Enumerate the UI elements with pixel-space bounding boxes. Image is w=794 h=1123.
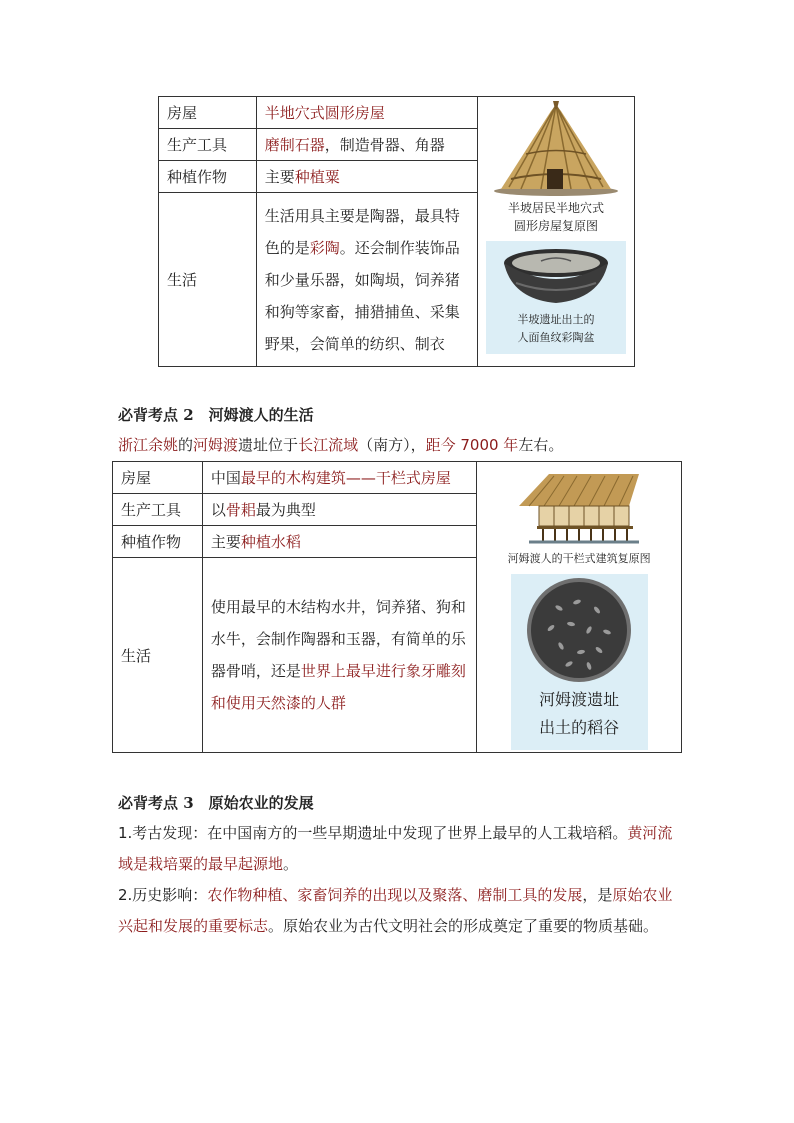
hemudu-table (112, 461, 682, 753)
table2-image-cell (477, 462, 682, 753)
section3-paragraph-2: 2.历史影响：农作物种植、家畜饲养的出现以及聚落、磨制工具的发展，是原始农业兴起和发展的重要标志。原始农业为古代文明社会的形成奠定了重要的物质基础。 (118, 886, 673, 935)
table1-crop-value: 主要种植粟 (256, 161, 477, 193)
stilt-house-illustration (509, 466, 649, 546)
table2-tools-value: 以骨耜最为典型 (202, 494, 476, 526)
table2-house-label: 房屋 (113, 462, 203, 494)
table1-tools-label: 生产工具 (159, 129, 257, 161)
table2-crop-label: 种植作物 (113, 526, 203, 558)
stilt-house-caption: 河姆渡人的干栏式建筑复原图 (507, 552, 651, 565)
section2-intro: 浙江余姚的河姆渡遗址位于长江流域（南方），距今 7000 年左右。 (118, 436, 564, 454)
table2-life-value: 使用最早的木结构水井，饲养猪、狗和水牛，会制作陶器和玉器，有简单的乐器骨哨，还是世界上最早进行象牙雕刻和使用天然漆的人群 (202, 558, 476, 753)
table1-house-value: 半地穴式圆形房屋 (256, 97, 477, 129)
section3-title: 必背考点 3 原始农业的发展 (118, 794, 314, 812)
basin-image-panel: 半坡遗址出土的 人面鱼纹彩陶盆 (486, 241, 626, 354)
section3-paragraph-1: 1.考古发现：在中国南方的一些早期遗址中发现了世界上最早的人工栽培稻。黄河流域是栽培粟的最早起源地。 (118, 824, 673, 873)
table1-life-value: 生活用具主要是陶器，最具特色的是彩陶。还会制作装饰品和少量乐器，如陶埙，饲养猪和狗等家畜，捕猎捕鱼、采集野果，会简单的纺织、制衣 (256, 193, 477, 367)
table1-life-label: 生活 (159, 193, 257, 367)
table2-life-label: 生活 (113, 558, 203, 753)
table1-tools-value: 磨制石器，制造骨器、角器 (256, 129, 477, 161)
rice-image-panel (511, 574, 648, 750)
section2-title: 必背考点 2 河姆渡人的生活 (118, 406, 314, 424)
rice-caption: 河姆渡遗址 出土的稻谷 (539, 690, 620, 737)
rice-grain-illustration (511, 574, 648, 686)
hut-caption: 半坡居民半地穴式 圆形房屋复原图 (507, 201, 604, 233)
banpo-table (158, 96, 635, 367)
table1-image-cell (478, 97, 635, 367)
hut-illustration (481, 99, 631, 199)
table1-crop-label: 种植作物 (159, 161, 257, 193)
painted-basin-illustration (486, 241, 626, 311)
table2-crop-value: 主要种植水稻 (202, 526, 476, 558)
table2-house-value: 中国最早的木构建筑——干栏式房屋 (202, 462, 476, 494)
table2-tools-label: 生产工具 (113, 494, 203, 526)
table1-house-label: 房屋 (159, 97, 257, 129)
